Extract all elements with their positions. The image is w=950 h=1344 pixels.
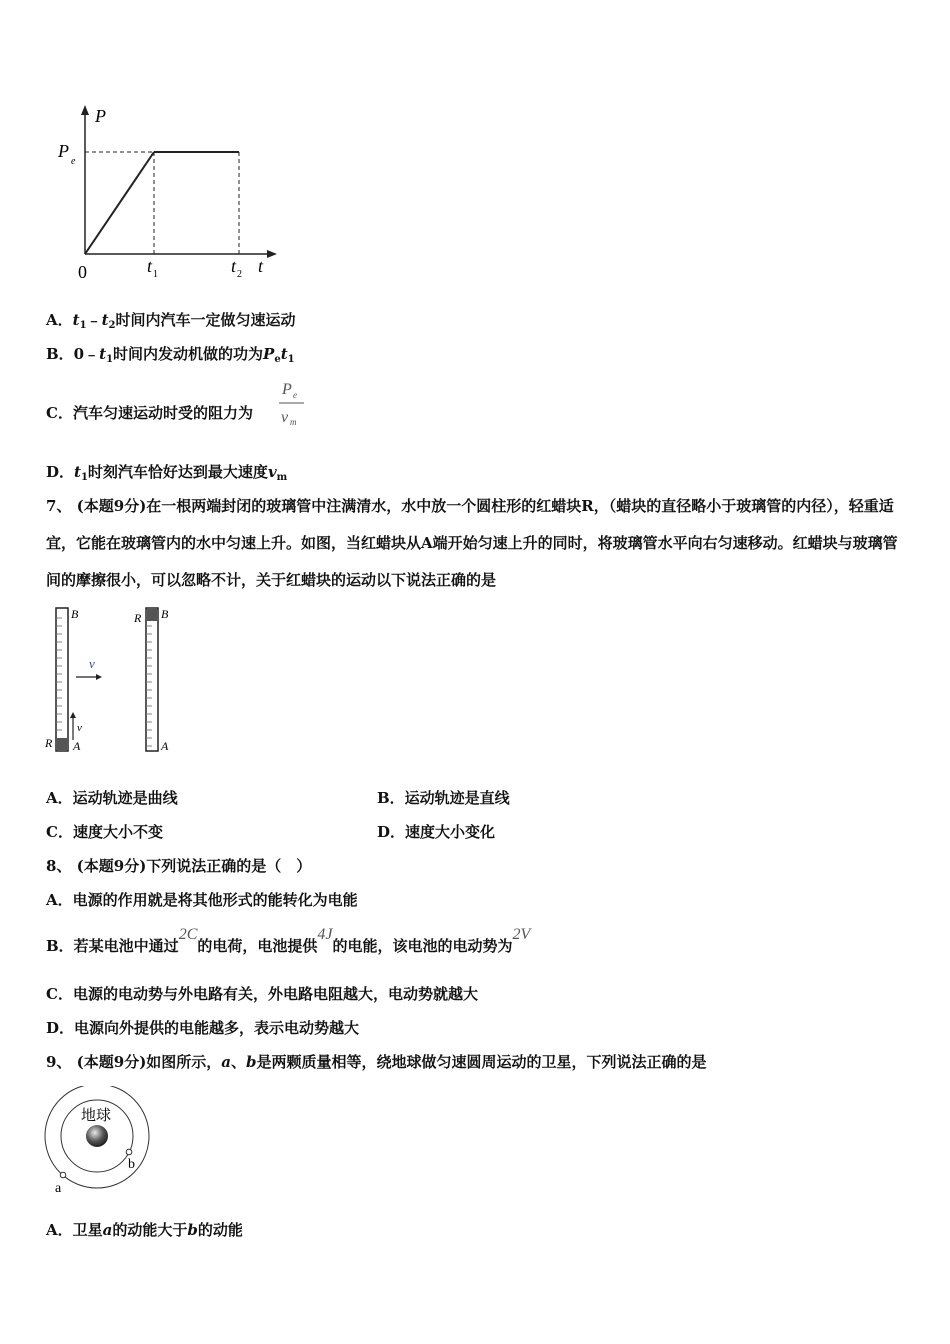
power-time-graph [50, 100, 290, 290]
t2-label: t [231, 256, 237, 276]
q6-option-d[interactable]: D．$t_1$时刻汽车恰好达到最大速度$v_m$ [46, 463, 288, 483]
x-axis-arrow [267, 250, 277, 258]
q9-option-a[interactable]: A．卫星a的动能大于b的动能 [46, 1221, 243, 1239]
q6-option-a[interactable]: A．$t_1﹣t_2$时间内汽车一定做匀速运动 [46, 311, 296, 331]
svg-text:B: B [161, 607, 169, 621]
svg-text:P: P [282, 381, 292, 398]
q6-option-b[interactable]: B．$0﹣t_1$时间内发动机做的功为$P_et_1$ [46, 345, 295, 365]
svg-text:v: v [281, 409, 289, 426]
t1-label: t [147, 256, 153, 276]
svg-text:B: B [71, 607, 79, 621]
svg-text:m: m [290, 417, 297, 427]
ramp-line [85, 152, 154, 254]
y-axis-arrow [81, 105, 89, 115]
satellite-orbit-figure [40, 1086, 160, 1198]
q8-option-d[interactable]: D．电源向外提供的电能越多，表示电动势越大 [46, 1019, 360, 1037]
svg-text:v: v [89, 656, 95, 671]
q9-stem: 9、 (本题9分)如图所示，a、b是两颗质量相等，绕地球做匀速圆周运动的卫星，下列说法正确的是 [46, 1053, 707, 1071]
t2-sub: 2 [237, 269, 242, 280]
svg-text:a: a [55, 1181, 62, 1196]
q8-option-b[interactable]: B．若某电池中通过2C的电荷，电池提供4J的电能，该电池的电动势为2V [46, 926, 531, 955]
red-wax-block-end [147, 609, 157, 621]
q8-option-a[interactable]: A．电源的作用就是将其他形式的能转化为电能 [46, 891, 358, 909]
q7-stem: 7、 (本题9分)在一根两端封闭的玻璃管中注满清水，水中放一个圆柱形的红蜡块R，（蜡块的直径略小于玻璃管的内径），轻重适宜，它能在玻璃管内的水中匀速上升。如图，当红蜡块从A端开始匀速上升的同时，将玻璃管水平向右匀速移动。红蜡块与玻璃管间的摩擦很小，可以忽略不计，关于红蜡块的运动以下说法正确的是 [46, 497, 898, 589]
q7-option-c[interactable]: C．速度大小不变 [46, 823, 163, 841]
q8-stem: 8、 (本题9分)下列说法正确的是（ ） [46, 857, 312, 875]
svg-text:b: b [128, 1157, 135, 1172]
pe-label: P [58, 141, 69, 161]
svg-text:R: R [134, 611, 142, 625]
q8-option-c[interactable]: C．电源的电动势与外电路有关，外电路电阻越大，电动势就越大 [46, 985, 478, 1003]
svg-text:e: e [293, 390, 297, 400]
origin-label: 0 [78, 262, 87, 282]
pe-sub: e [71, 156, 76, 167]
q7-option-b[interactable]: B．运动轨迹是直线 [377, 789, 510, 807]
q7-option-d[interactable]: D．速度大小变化 [377, 823, 496, 841]
satellite-a [60, 1172, 66, 1178]
q7-option-a[interactable]: A．运动轨迹是曲线 [46, 789, 178, 807]
glass-tubes-figure [40, 600, 190, 760]
svg-text:A: A [73, 739, 81, 753]
svg-text:R: R [45, 736, 53, 750]
svg-text:v: v [77, 722, 82, 734]
earth [86, 1125, 108, 1147]
t1-sub: 1 [153, 269, 158, 280]
svg-text:A: A [161, 739, 169, 753]
tube-2-ticks [146, 626, 152, 746]
y-axis-label: P [95, 106, 106, 126]
x-axis-label: t [258, 256, 264, 276]
resistance-fraction [276, 374, 310, 430]
tube-1-ticks [56, 618, 62, 730]
red-wax-block-start [57, 738, 67, 750]
earth-label: 地球 [81, 1108, 112, 1124]
satellite-b [126, 1149, 132, 1155]
q6-option-c[interactable]: C．汽车匀速运动时受的阻力为 [46, 404, 253, 422]
